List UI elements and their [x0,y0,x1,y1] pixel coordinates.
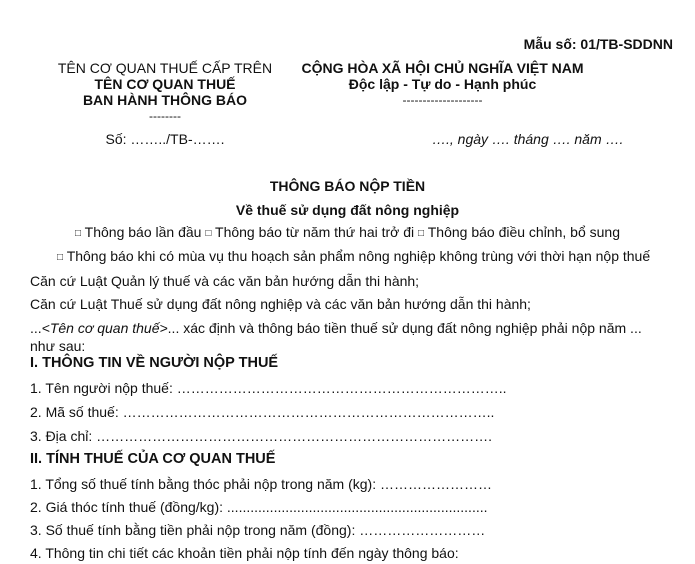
superior-tax-authority: TÊN CƠ QUAN THUẾ CẤP TRÊN [57,60,273,76]
tax-authority-name: TÊN CƠ QUAN THUẾ [94,76,236,92]
option-harvest-season: Thông báo khi có mùa vụ thu hoạch sản phẩm nông nghiệp không trùng với thời hạn nộp thuế [66,248,651,264]
total-tax-paddy-field: 1. Tổng số thuế tính bằng thóc phải nộp trong năm (kg): …………………… [30,476,492,492]
separator: -------- [149,109,181,123]
option-first-notice: Thông báo lần đầu [84,224,202,240]
document-subtitle: Về thuế sử dụng đất nông nghiệp [235,202,460,218]
legal-basis-1: Căn cứ Luật Quản lý thuế và các văn bản hướng dẫn thi hành; [30,273,420,289]
national-header-block [300,60,585,107]
payment-details-label: 4. Thông tin chi tiết các khoản tiền phải nộp tính đến ngày thông báo: [30,545,459,561]
address-field: 3. Địa chỉ: …………………………………………………………………………. [30,428,493,444]
taxpayer-name-field: 1. Tên người nộp thuế: …………………………………………………………….. [30,380,507,396]
checkbox-icon[interactable]: □ [57,252,64,263]
intro-prefix: ... [30,320,42,336]
issuing-authority-block [20,60,310,147]
tax-id-field: 2. Mã số thuế: …………………………………………………………………….. [30,404,495,420]
tax-amount-money-field: 3. Số thuế tính bằng tiền phải nộp trong năm (đồng): ……………………… [30,522,486,538]
option-second-year-onward: Thông báo từ năm thứ hai trở đi [215,224,415,240]
checkbox-icon[interactable]: □ [418,228,425,239]
paddy-price-field: 2. Giá thóc tính thuế (đồng/kg): ................................................................... [30,499,488,515]
national-title: CỘNG HÒA XÃ HỘI CHỦ NGHĨA VIỆT NAM [301,60,584,76]
notice-type-option-harvest [57,248,650,264]
document-number: Số: ……../TB-……. [105,131,225,147]
national-motto: Độc lập - Tự do - Hạnh phúc [348,76,537,92]
form-code: Mẫu số: 01/TB-SDDNN [523,36,673,52]
notice-type-options [0,224,695,240]
section-tax-calculation-heading: II. TÍNH THUẾ CỦA CƠ QUAN THUẾ [30,451,276,467]
intro-paragraph [30,319,660,355]
tax-authority-placeholder: <Tên cơ quan thuế> [41,320,168,336]
date-line: …., ngày …. tháng …. năm …. [432,131,624,147]
separator: -------------------- [402,93,483,107]
checkbox-icon[interactable]: □ [205,228,212,239]
intro-text: ... xác định và thông báo tiền thuế sử dụng đất nông nghiệp phải nộp năm ... như sau: [30,320,642,354]
option-adjustment: Thông báo điều chỉnh, bổ sung [427,224,620,240]
checkbox-icon[interactable]: □ [74,228,82,239]
document-title: THÔNG BÁO NỘP TIỀN [269,178,426,194]
issuing-notice-label: BAN HÀNH THÔNG BÁO [82,92,248,108]
section-taxpayer-info-heading: I. THÔNG TIN VỀ NGƯỜI NỘP THUẾ [30,355,279,371]
legal-basis-2: Căn cứ Luật Thuế sử dụng đất nông nghiệp và các văn bản hướng dẫn thi hành; [30,296,531,312]
